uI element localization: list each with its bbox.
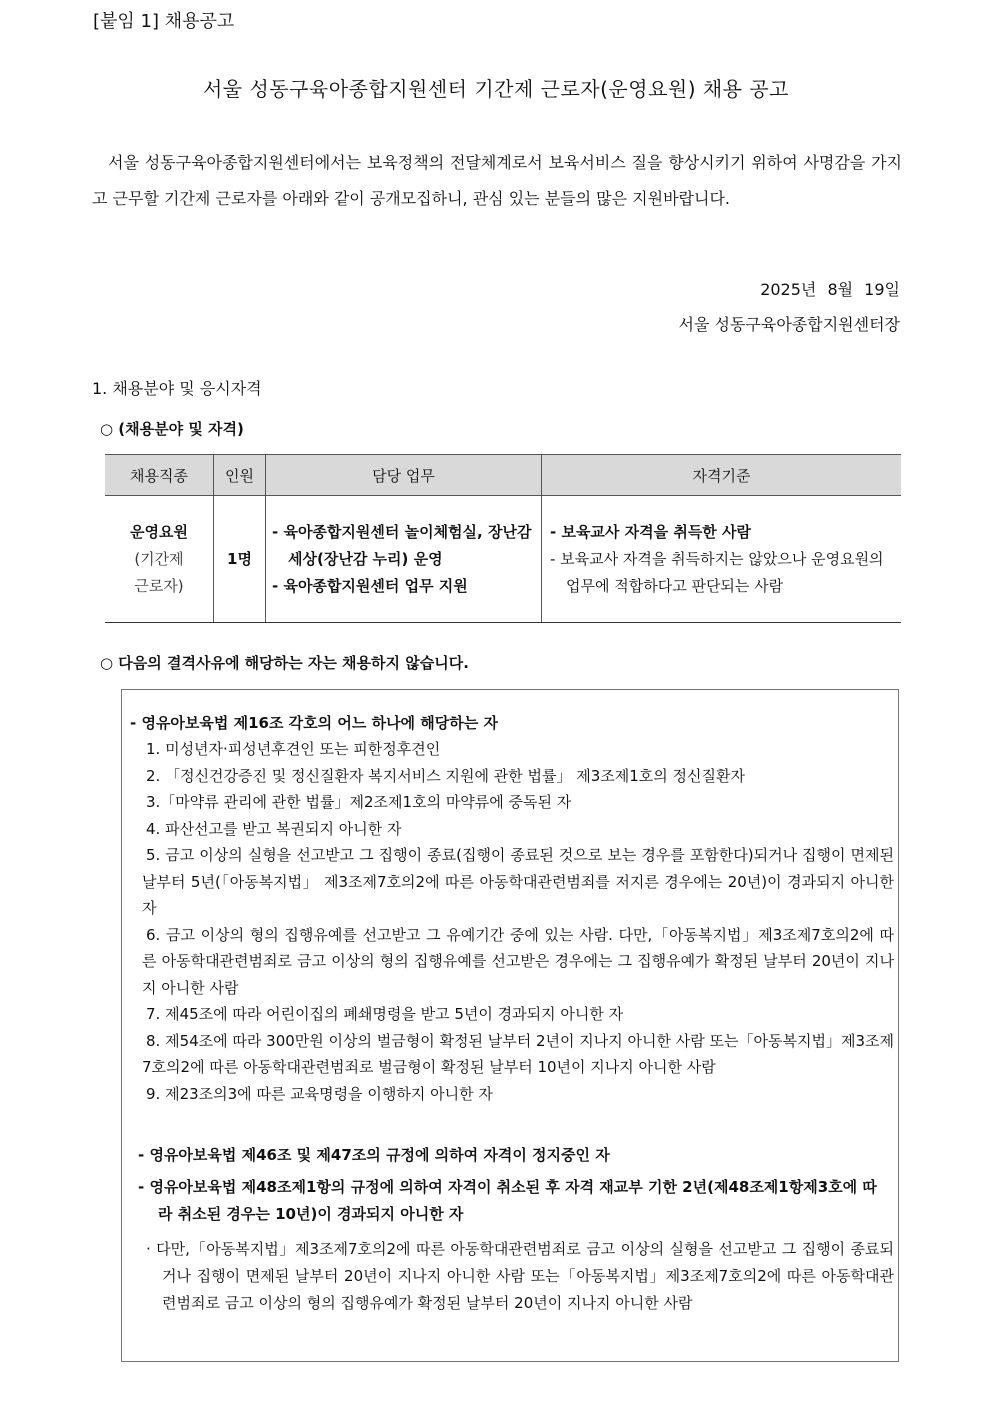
disqualify-revoked: - 영유아보육법 제48조제1항의 규정에 의하여 자격이 취소된 후 자격 재교부 기한 2년(제48조제1항제3호에 따라 취소된 경우는 10년)이 경과되지 아니한 자 xyxy=(138,1178,877,1223)
subsection-disqualify: ○ 다음의 결격사유에 해당하는 자는 채용하지 않습니다. xyxy=(100,654,469,672)
list-item: 6. 금고 이상의 형의 집행유예를 선고받고 그 유예기간 중에 있는 사람. 다만,「아동복지법」제3조제7호의2에 따른 아동학대관련범죄로 금고 이상의 형의 집행유예를 선고받은 경우에는 그 집행유예가 확정된 날부터 20년이 지나지 아니한 사람 xyxy=(142,925,894,997)
recruitment-table xyxy=(105,454,901,623)
list-item: 9. 제23조의3에 따른 교육명령을 이행하지 아니한 자 xyxy=(146,1084,493,1103)
header-qualifications: 자격기준 xyxy=(542,455,902,496)
disqualify-heading: - 영유아보육법 제16조 각호의 어느 하나에 해당하는 자 xyxy=(130,714,498,732)
list-item: 3.「마약류 관리에 관한 법률」제2조제1호의 마약류에 중독된 자 xyxy=(146,793,572,811)
disqualify-note: · 다만,「아동복지법」제3조제7호의2에 따른 아동학대관련범죄로 금고 이상의 실형을 선고받고 그 집행이 종료되거나 집행이 면제된 날부터 20년이 지나지 아니한 사람 또는「아동복지법」제3조제7호의2에 따른 아동학대관련범죄로 금고 이상의 형의 집행유예가 확정된 날부터 20년이 지나지 아니한 사람 xyxy=(146,1240,894,1312)
job-type-line: 근로자) xyxy=(134,576,184,595)
list-item: 8. 제54조에 따라 300만원 이상의 벌금형이 확정된 날부터 2년이 지나지 아니한 사람 또는「아동복지법」제3조제7호의2에 따른 아동학대관련범죄로 벌금형이 확정된 날부터 10년이 지나지 아니한 사람 xyxy=(142,1031,894,1076)
list-item: 4. 파산선고를 받고 복권되지 아니한 자 xyxy=(146,819,402,838)
header-duties: 담당 업무 xyxy=(266,455,542,496)
list-item: 7. 제45조에 따라 어린이집의 폐쇄명령을 받고 5년이 경과되지 아니한 자 xyxy=(146,1005,624,1023)
job-title: 운영요원 xyxy=(130,522,188,541)
header-job-type: 채용직종 xyxy=(105,455,214,496)
duty-item: - 육아종합지원센터 놀이체험실, 장난감세상(장난감 누리) 운영 xyxy=(272,522,532,568)
list-item: 2. 「정신건강증진 및 정신질환자 복지서비스 지원에 관한 법률」 제3조제1호의 정신질환자 xyxy=(146,766,745,785)
intro-paragraph: 서울 성동구육아종합지원센터에서는 보육정책의 전달체계로서 보육서비스 질을 향상시키기 위하여 사명감을 가지고 근무할 기간제 근로자를 아래와 같이 공개모집하니, 관심 있는 분들의 많은 지원바랍니다. xyxy=(92,153,902,208)
list-item: 1. 미성년자·피성년후견인 또는 피한정후견인 xyxy=(146,740,441,758)
duty-item: - 육아종합지원센터 업무 지원 xyxy=(272,576,468,595)
page-title: 서울 성동구육아종합지원센터 기간제 근로자(운영요원) 채용 공고 xyxy=(202,77,790,101)
disqualify-suspended: - 영유아보육법 제46조 및 제47조의 규정에 의하여 자격이 정지중인 자 xyxy=(138,1146,610,1164)
cell-qualifications xyxy=(542,496,902,623)
list-item: 5. 금고 이상의 실형을 선고받고 그 집행이 종료(집행이 종료된 것으로 보는 경우를 포함한다)되거나 집행이 면제된 날부터 5년(「아동복지법」 제3조제7호의2에 따른 아동학대관련범죄를 저지른 경우에는 20년)이 경과되지 아니한 자 xyxy=(142,846,894,917)
disqualify-list xyxy=(142,736,894,1107)
qualification-item: - 보육교사 자격을 취득하지는 않았으나 운영요원의 업무에 적합하다고 판단되는 사람 xyxy=(550,549,884,595)
disqualification-box xyxy=(121,689,899,1362)
subsection-fields: ○ (채용분야 및 자격) xyxy=(100,420,244,438)
section-heading-1: 1. 채용분야 및 응시자격 xyxy=(92,379,262,398)
qualification-item: - 보육교사 자격을 취득한 사람 xyxy=(550,522,751,541)
table-header-row xyxy=(105,455,901,496)
cell-headcount: 1명 xyxy=(214,496,266,623)
issuer-name: 서울 성동구육아종합지원센터장 xyxy=(678,315,900,334)
cell-job-type xyxy=(105,496,214,623)
announcement-date: 2025년 8월 19일 xyxy=(760,280,900,299)
attachment-label: [붙임 1] 채용공고 xyxy=(93,11,235,32)
cell-duties xyxy=(266,496,542,623)
job-type-line: (기간제 xyxy=(134,549,184,568)
table-row xyxy=(105,496,901,623)
header-headcount: 인원 xyxy=(214,455,266,496)
